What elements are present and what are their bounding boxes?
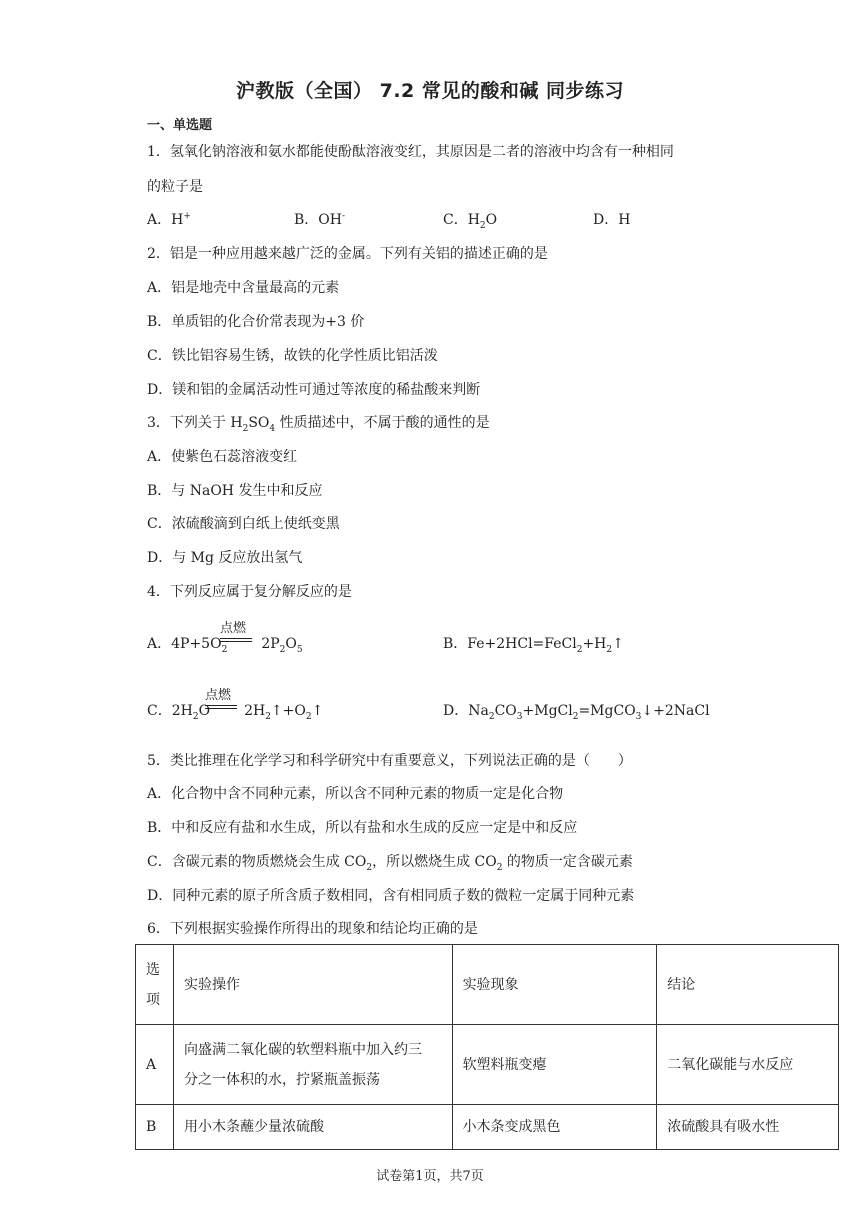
q2-stem: 2．铝是一种应用越来越广泛的金属。下列有关铝的描述正确的是 [147,246,548,262]
row-conclusion: 浓硫酸具有吸水性 [657,1105,839,1150]
q3-option-d[interactable]: D．与 Mg 反应放出氢气 [147,550,303,566]
q6-stem: 6．下列根据实验操作所得出的现象和结论均正确的是 [147,921,478,937]
q2-option-d[interactable]: D．镁和铝的金属活动性可通过等浓度的稀盐酸来判断 [147,382,481,398]
q4-stem: 4．下列反应属于复分解反应的是 [147,584,352,600]
q4-option-a[interactable]: A．$4P+5O_2$ $2P_2O_5$ [147,636,303,655]
section-heading: 一、单选题 [147,118,213,133]
q5-option-a[interactable]: A．化合物中含不同种元素，所以含不同种元素的物质一定是化合物 [147,786,564,802]
q3-stem: 3．下列关于 $H_2SO_4$ 性质描述中，不属于酸的通性的是 [147,415,490,434]
q1-option-a[interactable]: A．H+ [147,211,191,228]
q4-c-double-line [205,705,237,709]
q4-c-condition: 点燃 [205,688,232,703]
q5-option-c[interactable]: C．含碳元素的物质燃烧会生成 $CO_2$，所以燃烧生成 $CO_2$ 的物质一定含碳元素 [147,854,633,873]
row-operation: 用小木条蘸少量浓硫酸 [173,1105,452,1150]
q3-option-c[interactable]: C．浓硫酸滴到白纸上使纸变黑 [147,516,340,532]
row-phenomenon: 软塑料瓶变瘪 [452,1025,657,1105]
q5-option-d[interactable]: D．同种元素的原子所含质子数相同，含有相同质子数的微粒一定属于同种元素 [147,888,635,904]
table-row [136,1025,839,1105]
header-option: 选 项 [136,945,174,1025]
q1-option-c[interactable]: C．$H_2O$ [443,212,498,231]
q1-option-d[interactable]: D．H [593,212,631,228]
row-conclusion: 二氧化碳能与水反应 [657,1025,839,1105]
header-operation: 实验操作 [173,945,452,1025]
header-conclusion: 结论 [657,945,839,1025]
header-phenomenon: 实验现象 [452,945,657,1025]
q5-option-b[interactable]: B．中和反应有盐和水生成，所以有盐和水生成的反应一定是中和反应 [147,820,578,836]
row-option: B [136,1105,174,1150]
q3-option-b[interactable]: B．与 NaOH 发生中和反应 [147,483,323,499]
table-header-row [136,945,839,1025]
q2-option-a[interactable]: A．铝是地壳中含量最高的元素 [147,280,340,296]
q4-option-d[interactable]: D．$Na_2CO_3+MgCl_2=MgCO_3↓+2NaCl$ [443,703,710,722]
page-title: 沪教版（全国） 7.2 常见的酸和碱 同步练习 [235,80,624,102]
q4-option-b[interactable]: B．$Fe+2HCl=FeCl_2+H_2↑$ [443,636,624,655]
q4-option-c[interactable]: C．$2H_2O$ $2H_2↑+O_2↑$ [147,703,324,722]
q1-option-b[interactable]: B．OH- [294,211,346,228]
experiment-table [135,944,839,1150]
q1-stem-line1: 1．氢氧化钠溶液和氨水都能使酚酞溶液变红，其原因是二者的溶液中均含有一种相同 [147,144,674,160]
page-footer: 试卷第1页，共7页 [376,1169,484,1184]
row-phenomenon: 小木条变成黑色 [452,1105,657,1150]
q2-option-c[interactable]: C．铁比铝容易生锈，故铁的化学性质比铝活泼 [147,348,438,364]
row-option: A [136,1025,174,1105]
q2-option-b[interactable]: B．单质铝的化合价常表现为+3 价 [147,314,365,330]
table-row [136,1105,839,1150]
q3-option-a[interactable]: A．使紫色石蕊溶液变红 [147,449,298,465]
row-operation: 向盛满二氧化碳的软塑料瓶中加入约三 分之一体积的水，拧紧瓶盖振荡 [173,1025,452,1105]
q5-stem: 5．类比推理在化学学习和科学研究中有重要意义，下列说法正确的是（ ） [147,753,632,769]
q4-a-double-line [220,638,252,642]
q1-stem-line2: 的粒子是 [147,179,203,195]
q4-a-condition: 点燃 [220,621,247,636]
